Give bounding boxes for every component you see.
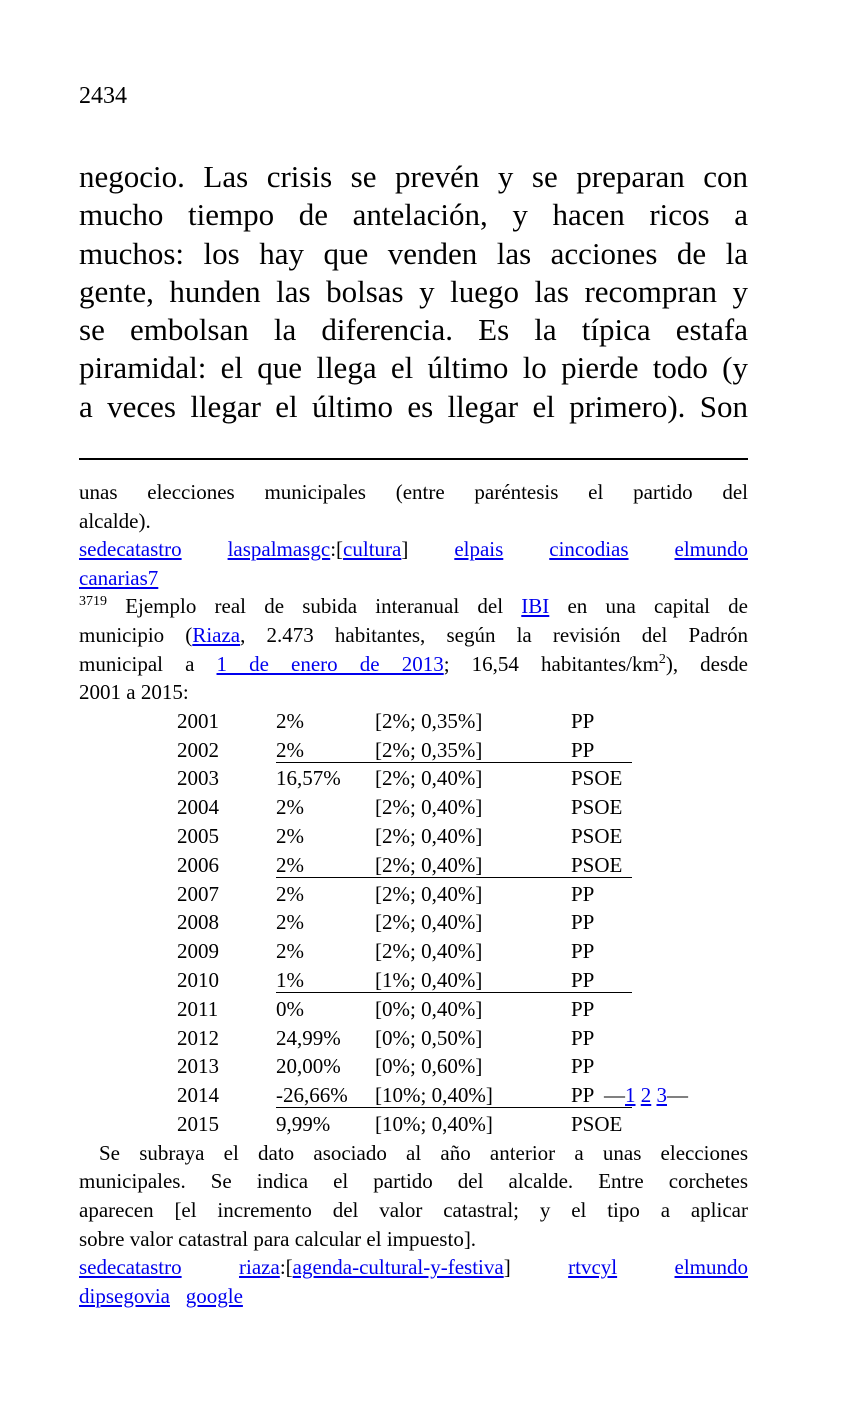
year-cell: 2013	[177, 1054, 219, 1079]
change-cell: 1%	[276, 967, 304, 992]
row-underline	[276, 762, 632, 763]
range-cell: [2%; 0,40%]	[375, 939, 483, 964]
party-cell: PP	[571, 737, 595, 762]
footnote-3719-line	[79, 592, 748, 621]
year-cell: 2008	[177, 910, 219, 935]
footnote-text: Ejemplo real de subida interanual del	[107, 594, 522, 619]
link-elpais[interactable]: elpais	[454, 537, 504, 562]
change-cell: 9,99%	[276, 1111, 331, 1136]
body-line: a veces llegar el último es llegar el primero). Son	[79, 388, 748, 424]
link-ref-3[interactable]: 3	[656, 1083, 667, 1108]
link-riaza-2[interactable]: riaza	[239, 1255, 280, 1280]
link-sedecatastro-2[interactable]: sedecatastro	[79, 1255, 182, 1280]
year-cell: 2002	[177, 737, 219, 762]
change-cell: 2%	[276, 939, 304, 964]
link-elmundo[interactable]: elmundo	[674, 537, 749, 562]
body-text	[79, 158, 748, 426]
footnote-text: ; 16,54 habitantes/km	[443, 651, 659, 676]
explanation-line: sobre valor catastral para calcular el impuesto].	[79, 1226, 477, 1251]
link-ref-2[interactable]: 2	[640, 1083, 652, 1108]
party-cell: PP	[571, 910, 595, 935]
link-elmundo-2[interactable]: elmundo	[674, 1255, 749, 1280]
body-line: negocio. Las crisis se prevén y se preparan con	[79, 159, 748, 194]
link-laspalmasgc[interactable]: laspalmasgc	[227, 537, 331, 562]
range-cell: [10%; 0,40%]	[375, 1111, 493, 1136]
party-cell: PP	[571, 1025, 595, 1050]
final-links	[79, 1253, 748, 1282]
link-group: riaza:[agenda-cultural-y-festiva]	[239, 1255, 511, 1280]
change-cell: 20,00%	[276, 1054, 341, 1079]
link-group: laspalmasgc:[cultura]	[227, 537, 409, 562]
link-riaza[interactable]: Riaza	[192, 622, 241, 647]
footnote-cont-line: alcalde).	[79, 508, 151, 533]
body-line: se embolsan la diferencia. Es la típica estafa	[79, 312, 748, 348]
footnote-3719-line	[79, 650, 748, 679]
range-cell: [2%; 0,40%]	[375, 795, 483, 820]
range-cell: [0%; 0,60%]	[375, 1054, 483, 1079]
link-sedecatastro[interactable]: sedecatastro	[79, 537, 182, 562]
range-cell: [0%; 0,50%]	[375, 1025, 483, 1050]
link-canarias7[interactable]: canarias7	[79, 565, 159, 590]
body-line: gente, hunden las bolsas y luego las recompran y	[79, 273, 748, 309]
change-cell: 2%	[276, 708, 304, 733]
change-cell: 2%	[276, 823, 304, 848]
year-cell: 2011	[177, 996, 219, 1021]
range-cell: [0%; 0,40%]	[375, 996, 483, 1021]
footnote-text: , 2.473 habitantes, según la revisión del Padrón	[240, 622, 749, 647]
change-cell: 16,57%	[276, 766, 341, 791]
link-date[interactable]: 1 de enero de 2013	[216, 651, 444, 676]
link-cultura[interactable]: cultura	[343, 537, 402, 562]
change-cell: 2%	[276, 737, 304, 762]
page-number: 2434	[79, 83, 127, 109]
party-cell: PP	[571, 1054, 595, 1079]
link-ibi[interactable]: IBI	[521, 594, 550, 619]
range-cell: [10%; 0,40%]	[375, 1083, 493, 1108]
change-cell: 2%	[276, 910, 304, 935]
party-cell: PP	[571, 1083, 595, 1108]
link-agenda[interactable]: agenda-cultural-y-festiva	[292, 1255, 504, 1280]
link-ref-1[interactable]: 1	[625, 1083, 636, 1108]
superscript: 2	[658, 651, 666, 667]
footnote-3719-line: 2001 a 2015:	[79, 680, 189, 705]
body-line: muchos: los hay que venden las acciones de la	[79, 235, 748, 271]
year-cell: 2004	[177, 795, 219, 820]
year-cell: 2009	[177, 939, 219, 964]
dash-close: —	[667, 1083, 688, 1108]
year-cell: 2005	[177, 823, 219, 848]
year-cell: 2014	[177, 1083, 219, 1108]
year-cell: 2010	[177, 967, 219, 992]
range-cell: [2%; 0,40%]	[375, 766, 483, 791]
change-cell: 2%	[276, 795, 304, 820]
row-underline	[276, 877, 632, 878]
footnote-text: municipal a	[79, 651, 217, 676]
row-links	[604, 1081, 688, 1110]
year-cell: 2015	[177, 1111, 219, 1136]
link-cincodias[interactable]: cincodias	[549, 537, 629, 562]
body-line: piramidal: el que llega el último lo pierde todo (y	[79, 350, 748, 386]
footnote-cont-links	[79, 535, 748, 564]
range-cell: [2%; 0,35%]	[375, 708, 483, 733]
range-cell: [2%; 0,35%]	[375, 737, 483, 762]
year-cell: 2003	[177, 766, 219, 791]
party-cell: PSOE	[571, 852, 623, 877]
footnotes	[79, 478, 748, 1310]
party-cell: PSOE	[571, 823, 623, 848]
footnote-cont-links	[79, 564, 748, 593]
year-cell: 2012	[177, 1025, 219, 1050]
change-cell: -26,66%	[276, 1083, 348, 1108]
link-rtvcyl[interactable]: rtvcyl	[568, 1255, 618, 1280]
change-cell: 24,99%	[276, 1025, 341, 1050]
range-cell: [2%; 0,40%]	[375, 910, 483, 935]
explanation-line: aparecen [el incremento del valor catastral; y el tipo a aplicar	[79, 1197, 748, 1222]
row-underline	[276, 992, 632, 993]
dash-open: —	[604, 1083, 625, 1108]
range-cell: [2%; 0,40%]	[375, 881, 483, 906]
party-cell: PP	[571, 967, 595, 992]
party-cell: PP	[571, 881, 595, 906]
footnote-cont-line: unas elecciones municipales (entre paréntesis el partido del	[79, 480, 748, 504]
footnote-text: en una capital de	[549, 594, 748, 619]
row-underline	[276, 1107, 632, 1108]
link-google[interactable]: google	[185, 1283, 243, 1308]
party-cell: PP	[571, 939, 595, 964]
range-cell: [2%; 0,40%]	[375, 852, 483, 877]
year-cell: 2007	[177, 881, 219, 906]
range-cell: [2%; 0,40%]	[375, 823, 483, 848]
year-cell: 2001	[177, 708, 219, 733]
footnote-divider	[79, 458, 748, 460]
party-cell: PSOE	[571, 766, 623, 791]
range-cell: [1%; 0,40%]	[375, 967, 483, 992]
body-line: mucho tiempo de antelación, y hacen ricos a	[79, 197, 748, 233]
year-cell: 2006	[177, 852, 219, 877]
change-cell: 0%	[276, 996, 304, 1021]
explanation-line: municipales. Se indica el partido del alcalde. Entre corchetes	[79, 1169, 748, 1194]
party-cell: PSOE	[571, 795, 623, 820]
link-dipsegovia[interactable]: dipsegovia	[79, 1283, 170, 1308]
explanation-line: Se subraya el dato asociado al año anterior a unas elecciones	[99, 1140, 748, 1165]
party-cell: PP	[571, 708, 595, 733]
party-cell: PP	[571, 996, 595, 1021]
ibi-table	[79, 707, 748, 1139]
final-links	[79, 1282, 748, 1311]
party-cell: PSOE	[571, 1111, 623, 1136]
change-cell: 2%	[276, 881, 304, 906]
footnote-number: 3719	[79, 594, 107, 610]
footnote-3719-line	[79, 621, 748, 650]
footnote-text: ), desde	[665, 651, 748, 676]
change-cell: 2%	[276, 852, 304, 877]
footnote-text: municipio (	[79, 622, 193, 647]
